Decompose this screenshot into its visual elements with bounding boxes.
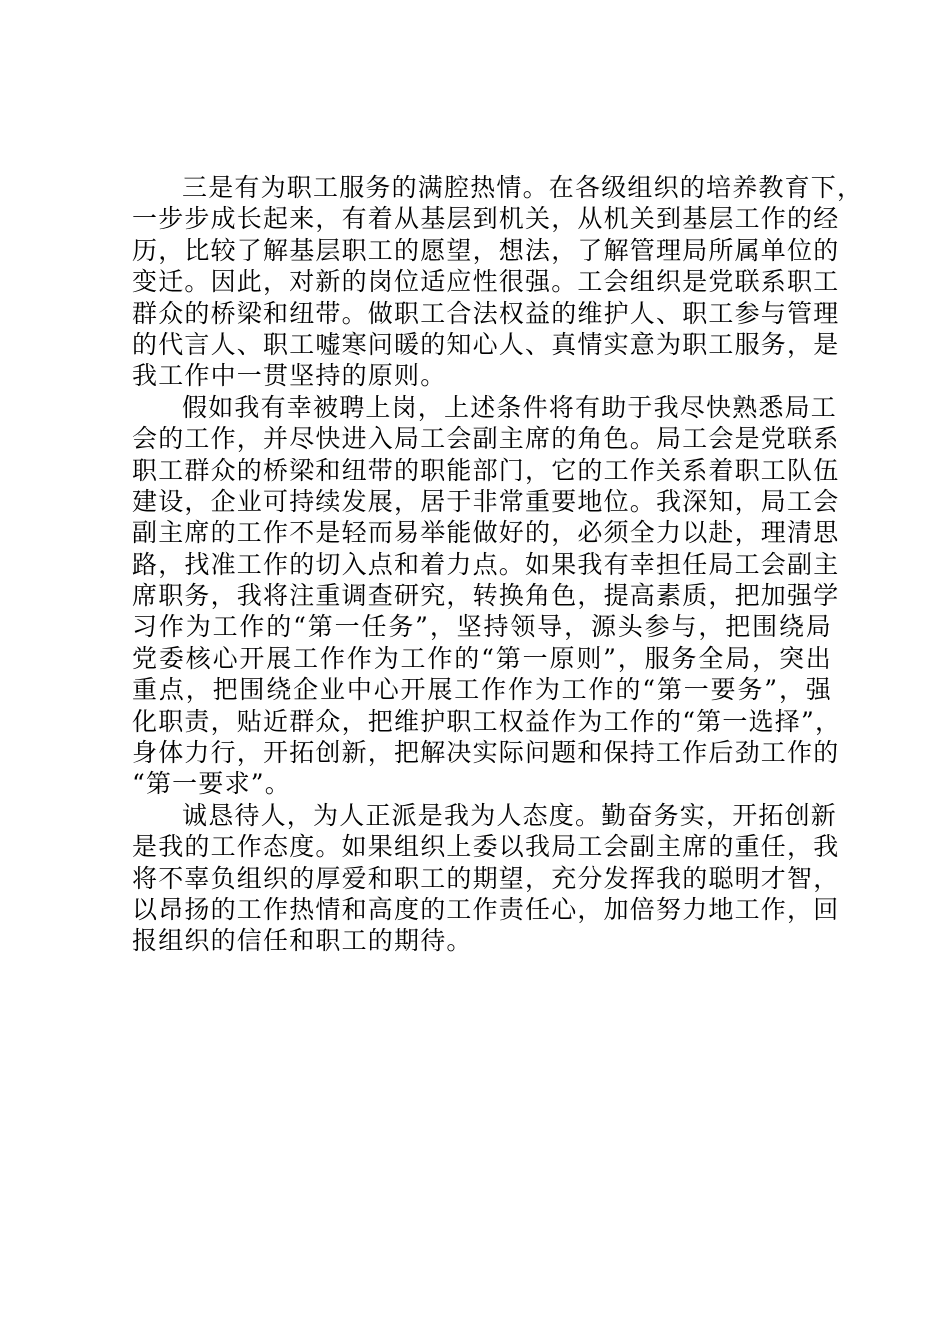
paragraph-line: 报组织的信任和职工的期待。 xyxy=(132,926,473,956)
paragraph-line: “第一要求”。 xyxy=(132,769,291,799)
paragraph-line: 建设，企业可持续发展，居于非常重要地位。我深知，局工会 xyxy=(132,486,840,516)
paragraph-1 xyxy=(132,172,864,392)
paragraph-line: 一步步成长起来，有着从基层到机关，从机关到基层工作的经 xyxy=(132,204,840,234)
paragraph-line: 席职务，我将注重调查研究，转换角色，提高素质，把加强学 xyxy=(132,581,840,611)
paragraph-line: 假如我有幸被聘上岗，上述条件将有助于我尽快熟悉局工 xyxy=(182,392,838,422)
paragraph-line: 变迁。因此，对新的岗位适应性很强。工会组织是党联系职工 xyxy=(132,267,840,297)
paragraph-line: 将不辜负组织的厚爱和职工的期望，充分发挥我的聪明才智， xyxy=(132,863,840,893)
paragraph-line: 化职责，贴近群众，把维护职工权益作为工作的“第一选择”， xyxy=(132,706,842,736)
paragraph-line: 重点，把围绕企业中心开展工作作为工作的“第一要务”，强 xyxy=(132,675,832,705)
paragraph-line: 会的工作，并尽快进入局工会副主席的角色。局工会是党联系 xyxy=(132,424,840,454)
paragraph-line: 是我的工作态度。如果组织上委以我局工会副主席的重任，我 xyxy=(132,832,840,862)
paragraph-line: 党委核心开展工作作为工作的“第一原则”，服务全局，突出 xyxy=(132,643,832,673)
paragraph-2 xyxy=(132,392,842,800)
paragraph-3 xyxy=(132,800,840,957)
paragraph-line: 群众的桥梁和纽带。做职工合法权益的维护人、职工参与管理 xyxy=(132,298,840,328)
paragraph-line: 身体力行，开拓创新，把解决实际问题和保持工作后劲工作的 xyxy=(132,738,840,768)
paragraph-line: 副主席的工作不是轻而易举能做好的，必须全力以赴，理清思 xyxy=(132,518,840,548)
paragraph-line: 的代言人、职工嘘寒问暖的知心人、真情实意为职工服务，是 xyxy=(132,329,840,359)
paragraph-line: 三是有为职工服务的满腔热情。在各级组织的培养教育下， xyxy=(182,173,864,202)
paragraph-line: 诚恳待人，为人正派是我为人态度。勤奋务实，开拓创新 xyxy=(182,800,838,830)
paragraph-line: 以昂扬的工作热情和高度的工作责任心，加倍努力地工作，回 xyxy=(132,894,840,924)
paragraph-line: 职工群众的桥梁和纽带的职能部门，它的工作关系着职工队伍 xyxy=(132,455,840,485)
document-body xyxy=(132,172,864,957)
paragraph-line: 路，找准工作的切入点和着力点。如果我有幸担任局工会副主 xyxy=(132,549,840,579)
paragraph-line: 历，比较了解基层职工的愿望，想法，了解管理局所属单位的 xyxy=(132,235,840,265)
paragraph-line: 我工作中一贯坚持的原则。 xyxy=(132,361,447,391)
paragraph-line: 习作为工作的“第一任务”，坚持领导，源头参与，把围绕局 xyxy=(132,612,832,642)
